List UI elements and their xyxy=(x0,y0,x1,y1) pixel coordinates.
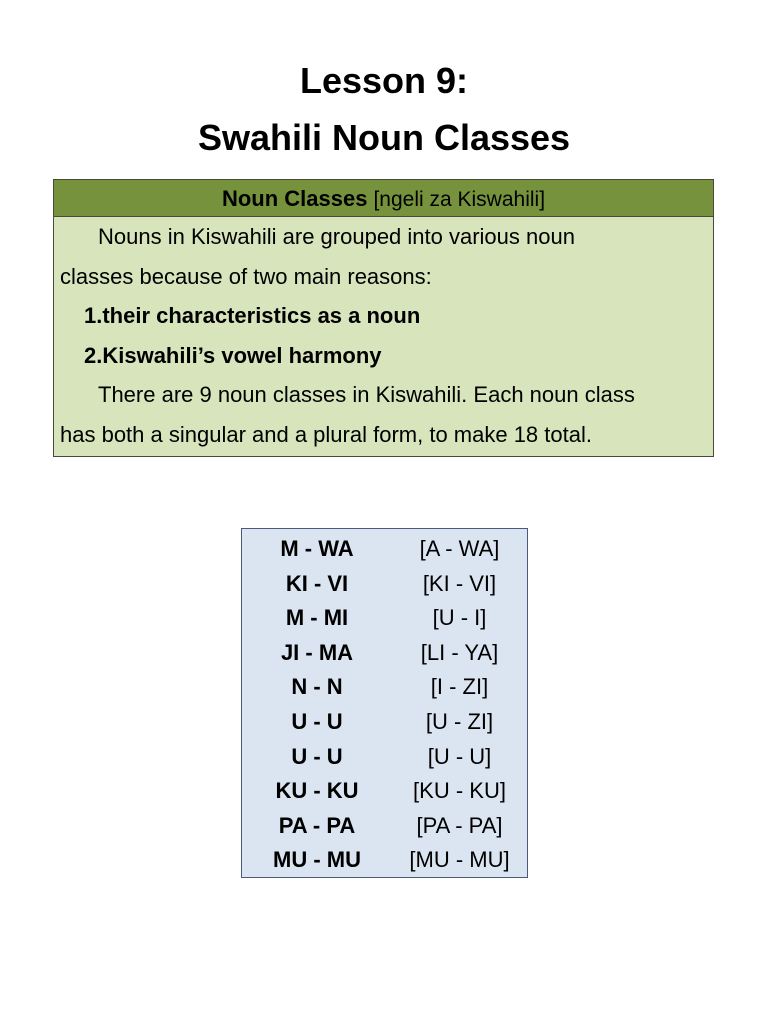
reason-item-1: 1.their characteristics as a noun xyxy=(84,303,421,328)
table-row xyxy=(242,567,527,602)
noun-class-name: M - MI xyxy=(285,605,349,631)
noun-class-name: PA - PA xyxy=(278,812,356,838)
table-row xyxy=(242,705,527,740)
noun-class-agreement: [I - ZI] xyxy=(430,674,489,700)
noun-classes-intro-box xyxy=(53,179,714,457)
title-line-1: Lesson 9: xyxy=(299,60,469,101)
noun-class-name: MU - MU xyxy=(273,847,361,873)
noun-class-name: U - U xyxy=(291,708,343,734)
intro-paragraph-1-line-2: classes because of two main reasons: xyxy=(60,263,432,289)
table-row xyxy=(242,740,527,775)
table-row xyxy=(242,809,527,844)
title-line-2: Swahili Noun Classes xyxy=(197,117,571,158)
table-row xyxy=(242,532,527,567)
intro-box-header xyxy=(54,180,713,217)
table-row xyxy=(242,774,527,809)
noun-class-agreement: [MU - MU] xyxy=(409,847,510,873)
noun-class-agreement: [A - WA] xyxy=(419,536,500,561)
noun-class-name: KU - KU xyxy=(275,778,359,804)
noun-class-name: N - N xyxy=(291,674,343,700)
noun-class-name: U - U xyxy=(291,743,343,769)
table-row xyxy=(242,670,527,705)
noun-class-agreement: [U - ZI] xyxy=(425,708,494,734)
intro-header-title: Noun Classes xyxy=(221,186,368,211)
noun-class-agreement: [LI - YA] xyxy=(420,639,499,665)
intro-paragraph-2-line-1: There are 9 noun classes in Kiswahili. Each noun class xyxy=(98,382,635,407)
noun-class-agreement: [PA - PA] xyxy=(416,812,503,838)
table-row xyxy=(242,843,527,878)
intro-header-subtitle: [ngeli za Kiswahili] xyxy=(373,188,546,211)
page-title xyxy=(0,52,768,166)
intro-paragraph-2-line-2: has both a singular and a plural form, to make 18 total. xyxy=(60,421,592,447)
noun-class-agreement: [KU - KU] xyxy=(413,778,506,804)
intro-box-body xyxy=(54,217,713,454)
reason-item-2: 2.Kiswahili’s vowel harmony xyxy=(84,342,382,368)
noun-class-agreement: [KI - VI] xyxy=(422,570,497,596)
intro-paragraph-1-line-1: Nouns in Kiswahili are grouped into various noun xyxy=(98,224,575,249)
noun-class-name: JI - MA xyxy=(280,639,354,665)
noun-class-agreement: [U - I] xyxy=(432,605,487,631)
noun-class-table xyxy=(241,528,528,878)
noun-class-agreement: [U - U] xyxy=(427,743,492,769)
noun-class-name: M - WA xyxy=(280,536,354,561)
table-row xyxy=(242,636,527,671)
table-row xyxy=(242,601,527,636)
noun-class-name: KI - VI xyxy=(285,570,349,596)
